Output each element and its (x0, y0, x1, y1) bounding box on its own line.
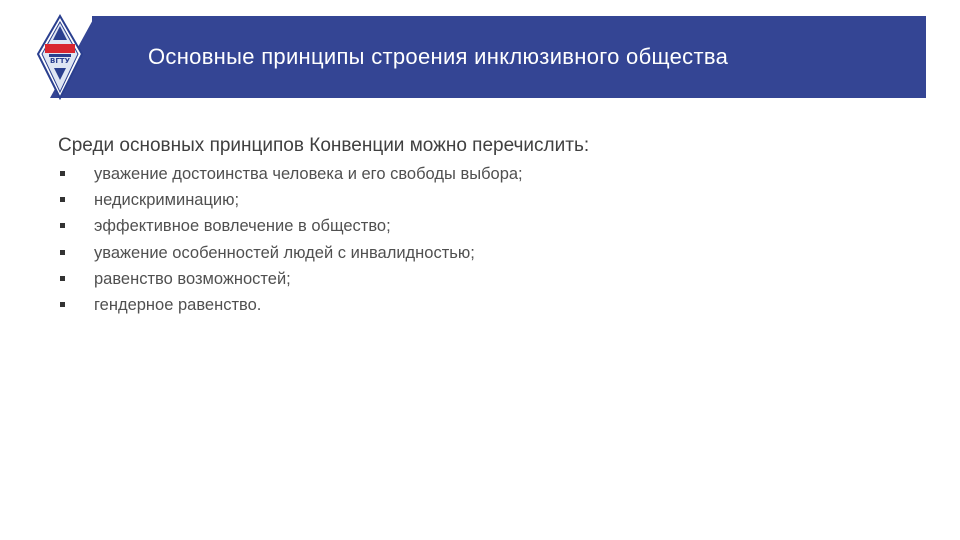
list-item (58, 240, 898, 266)
list-item-text: эффективное вовлечение в общество; (94, 217, 391, 236)
list-item (58, 292, 898, 318)
intro-text: Среди основных принципов Конвенции можно перечислить: (58, 135, 590, 156)
list-item (58, 161, 898, 187)
list-item-text: равенство возможностей; (94, 269, 291, 288)
square-bullet-icon (60, 223, 65, 228)
logo-text: ВГТУ (50, 57, 70, 65)
university-emblem-icon (36, 14, 84, 100)
principles-block (58, 134, 898, 318)
square-bullet-icon (60, 171, 65, 176)
square-bullet-icon (60, 197, 65, 202)
list-item-text: уважение достоинства человека и его свободы выбора; (94, 165, 523, 183)
page-title: Основные принципы строения инклюзивного общества (148, 44, 729, 69)
list-item (58, 187, 898, 213)
list-item-text: недискриминацию; (94, 191, 240, 210)
list-item-text: гендерное равенство. (94, 296, 262, 315)
list-item (58, 266, 898, 292)
square-bullet-icon (60, 250, 65, 255)
principles-list (58, 161, 898, 318)
square-bullet-icon (60, 302, 65, 307)
list-item (58, 213, 898, 239)
list-item-text: уважение особенностей людей с инвалидностью; (94, 243, 475, 262)
square-bullet-icon (60, 276, 65, 281)
